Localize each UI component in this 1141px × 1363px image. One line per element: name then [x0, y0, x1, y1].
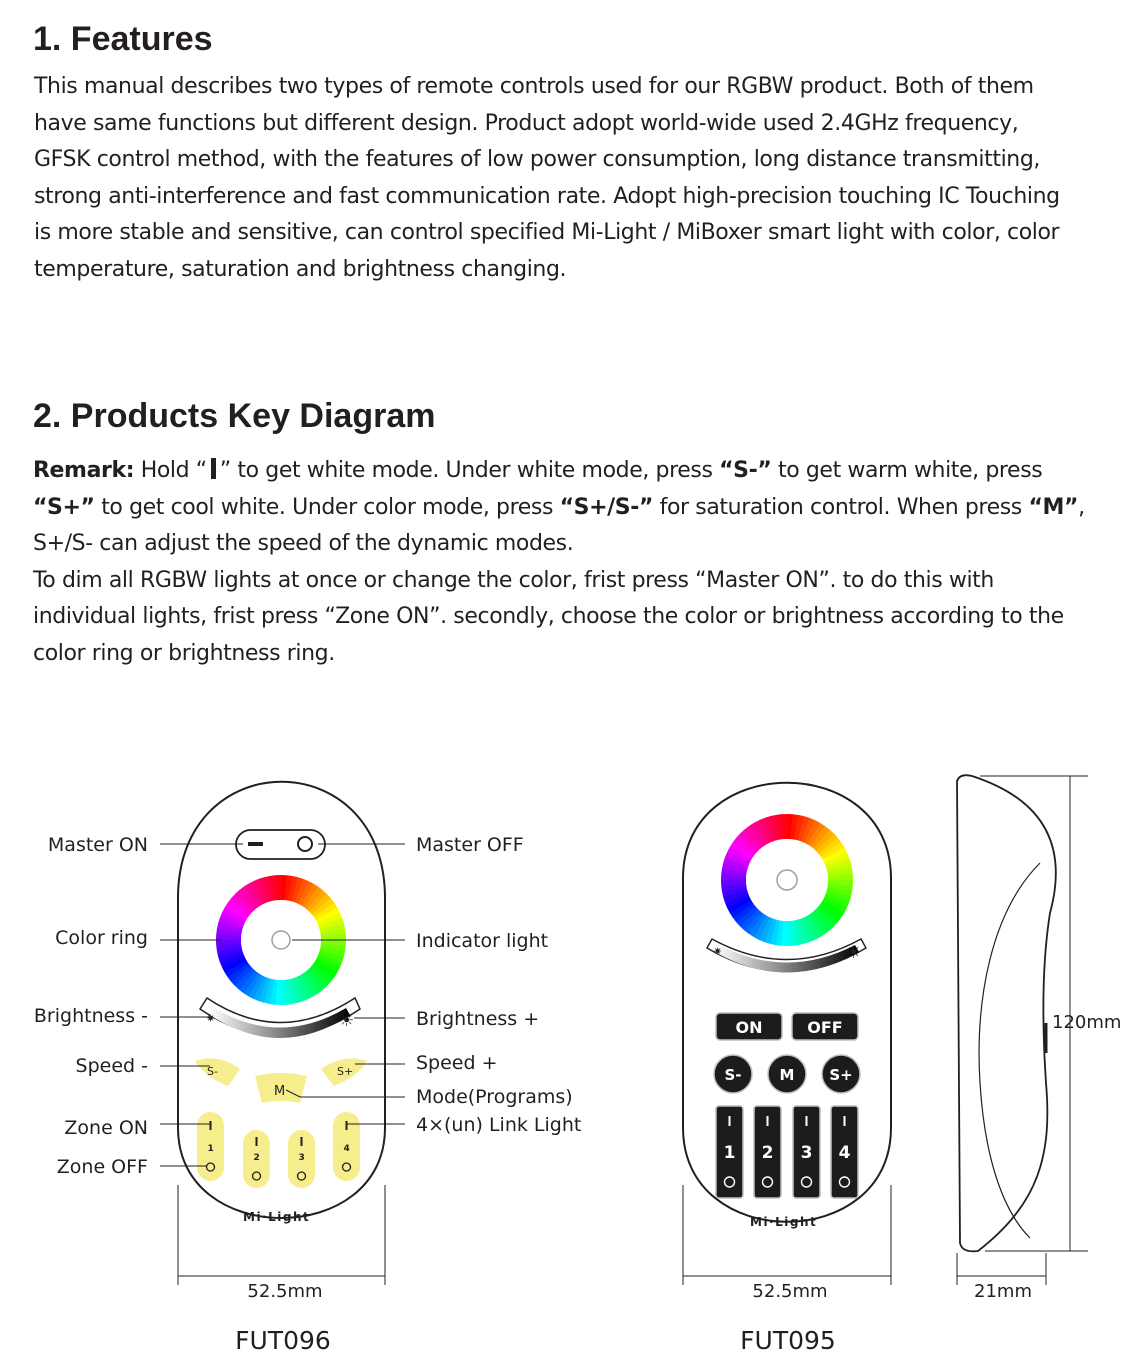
- brightness-high-icon: ☀: [846, 943, 862, 963]
- indicator-light: [777, 870, 797, 890]
- indicator-light: [272, 931, 290, 949]
- label-mode: Mode(Programs): [416, 1086, 573, 1108]
- label-speed-minus: Speed -: [75, 1055, 148, 1077]
- products-key-diagram: [0, 723, 1141, 1363]
- remark-key: “S-”: [719, 458, 772, 483]
- side-view-body: [957, 775, 1056, 1251]
- features-heading: 1. Features: [33, 20, 213, 58]
- products-heading: 2. Products Key Diagram: [33, 397, 436, 435]
- fut095-remote: [683, 783, 891, 1229]
- fut095-brand: Mi·Light: [750, 1215, 818, 1229]
- fut096-width-label: 52.5mm: [247, 1281, 323, 1302]
- zone-number: 1: [207, 1144, 214, 1154]
- brightness-low-icon: ✷: [713, 945, 723, 958]
- zone-number: 1: [723, 1143, 736, 1163]
- on-button-label: ON: [735, 1018, 763, 1037]
- bar-icon: [211, 458, 216, 479]
- label-brightness-plus: Brightness +: [416, 1008, 540, 1030]
- label-link: 4×(un) Link Light: [416, 1114, 582, 1136]
- remark-key: “S+/S-”: [559, 494, 654, 520]
- features-line: temperature, saturation and brightness changing.: [34, 256, 567, 282]
- zone-on-tick-icon: [210, 1121, 212, 1130]
- label-master-on: Master ON: [47, 834, 148, 856]
- zone-on-tick-icon: [806, 1116, 808, 1126]
- fut096-model-label: FUT096: [235, 1326, 331, 1355]
- zone-on-tick-icon: [729, 1116, 731, 1126]
- side-height-label: 120mm: [1052, 1012, 1122, 1033]
- features-line: have same functions but different design. Product adopt world-wide used 2.4GHz frequency,: [34, 110, 1019, 136]
- speed-plus-label: S+: [337, 1065, 354, 1078]
- zone-on-tick-icon: [346, 1121, 348, 1130]
- speed-minus-label: S-: [207, 1065, 218, 1078]
- fut095-model-label: FUT095: [740, 1326, 836, 1355]
- label-color-ring: Color ring: [55, 927, 148, 949]
- remark-text: Hold “: [134, 458, 207, 483]
- remark-text: for saturation control. When press: [653, 494, 1029, 520]
- speed-plus-label: S+: [829, 1066, 853, 1084]
- remark-line-1: [33, 453, 1108, 490]
- zone-on-tick-icon: [844, 1116, 846, 1126]
- brightness-high-icon: ☀: [339, 1011, 355, 1031]
- label-brightness-minus: Brightness -: [33, 1005, 148, 1027]
- zone-number: 2: [761, 1143, 774, 1163]
- remark-text: ” to get white mode. Under white mode, press: [219, 458, 720, 483]
- remark-text: to get warm white, press: [771, 458, 1043, 483]
- label-zone-off: Zone OFF: [56, 1156, 148, 1178]
- label-zone-on: Zone ON: [64, 1117, 148, 1139]
- fut096-remote: [178, 782, 385, 1224]
- remark-key: “S+”: [33, 494, 95, 520]
- fut095-width-label: 52.5mm: [752, 1281, 828, 1302]
- zone-number: 3: [298, 1153, 305, 1163]
- dim-line: individual lights, frist press “Zone ON”. secondly, choose the color or brightness according to the: [33, 604, 1064, 629]
- mode-label: M: [274, 1084, 286, 1099]
- features-paragraph: [34, 69, 1109, 288]
- label-master-off: Master OFF: [416, 834, 524, 856]
- zone-on-tick-icon: [301, 1137, 303, 1146]
- features-line: strong anti-interference and fast communication rate. Adopt high-precision touching IC Touching: [34, 183, 1060, 209]
- features-line: is more stable and sensitive, can control specified Mi-Light / MiBoxer smart light with color, color: [34, 220, 1060, 245]
- brightness-low-icon: ✷: [206, 1012, 216, 1025]
- features-line: GFSK control method, with the features of low power consumption, long distance transmitting,: [34, 147, 1040, 172]
- zone-number: 4: [343, 1144, 350, 1154]
- zone-number: 4: [838, 1143, 851, 1163]
- off-button-label: OFF: [807, 1018, 843, 1037]
- speed-minus-label: S-: [724, 1066, 742, 1084]
- remark-label: Remark:: [33, 458, 135, 483]
- master-on-dash-icon: [248, 842, 263, 846]
- features-line: This manual describes two types of remote controls used for our RGBW product. Both of them: [34, 74, 1034, 99]
- dim-line: To dim all RGBW lights at once or change the color, frist press “Master ON”. to do this with: [33, 567, 994, 593]
- zone-on-tick-icon: [256, 1137, 258, 1146]
- remark-text: ,: [1078, 494, 1085, 520]
- zone-number: 2: [253, 1153, 260, 1163]
- remark-line-3: S+/S- can adjust the speed of the dynamic modes.: [33, 531, 574, 556]
- side-view: [957, 775, 1056, 1251]
- mode-label: M: [779, 1066, 795, 1084]
- zone-on-tick-icon: [767, 1116, 769, 1126]
- side-depth-label: 21mm: [974, 1281, 1032, 1302]
- remark-line-2: [33, 490, 1108, 527]
- zone-number: 3: [800, 1143, 813, 1163]
- dim-line: color ring or brightness ring.: [33, 640, 335, 666]
- remark-text: to get cool white. Under color mode, press: [94, 494, 560, 520]
- fut096-brand: Mi·Light: [243, 1210, 311, 1224]
- remark-paragraph: [33, 453, 1108, 672]
- label-speed-plus: Speed +: [416, 1052, 498, 1074]
- label-indicator-light: Indicator light: [416, 930, 549, 952]
- remark-key: “M”: [1028, 494, 1079, 520]
